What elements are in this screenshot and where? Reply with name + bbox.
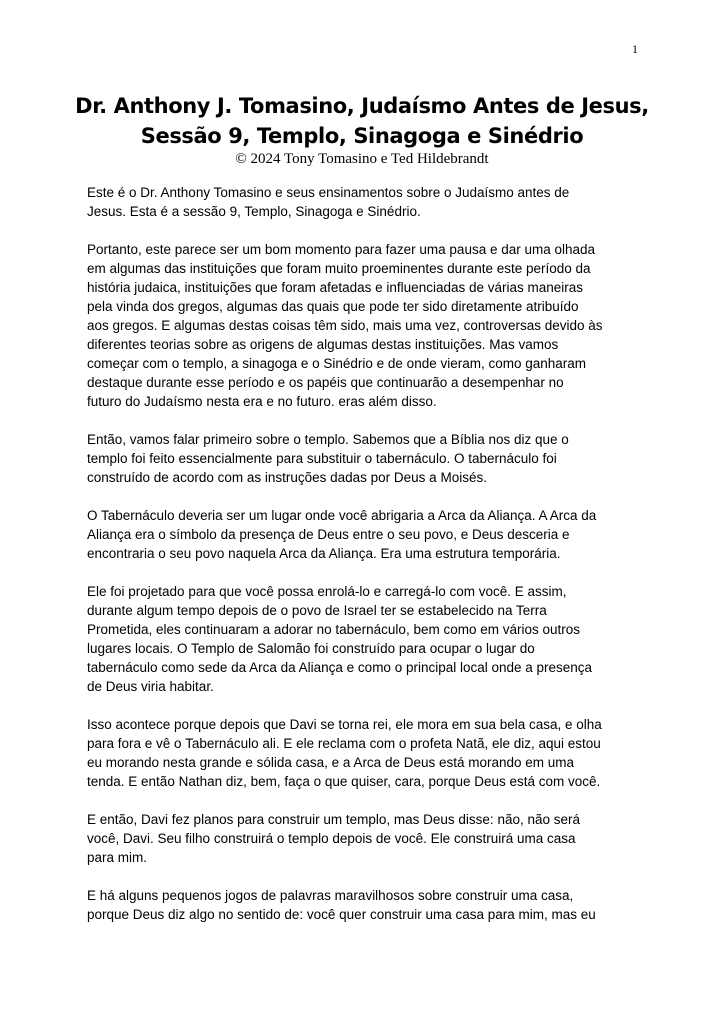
paragraph-line: tenda. E então Nathan diz, bem, faça o que quiser, cara, porque Deus está com você. (87, 774, 601, 789)
paragraph (87, 506, 647, 563)
paragraph-line: futuro do Judaísmo nesta era e no futuro. eras além disso. (87, 394, 437, 409)
copyright-notice: © 2024 Tony Tomasino e Ted Hildebrandt (235, 151, 489, 167)
paragraph-line: Jesus. Esta é a sessão 9, Templo, Sinagoga e Sinédrio. (87, 204, 421, 219)
paragraph-line: de Deus viria habitar. (87, 679, 214, 694)
paragraph-line: encontraria o seu povo naquela Arca da Aliança. Era uma estrutura temporária. (87, 546, 561, 561)
paragraph (87, 715, 647, 791)
paragraph-line: destaque durante esse período e os papéis que continuarão a desempenhar no (87, 375, 564, 390)
paragraph-line: E há alguns pequenos jogos de palavras maravilhosos sobre construir uma casa, (87, 888, 574, 903)
paragraph (87, 240, 647, 411)
paragraph (87, 430, 647, 487)
paragraph-line: para mim. (87, 850, 148, 865)
paragraph-line: você, Davi. Seu filho construirá o templo depois de você. Ele construirá uma casa (87, 831, 576, 846)
paragraph (87, 886, 647, 924)
paragraph-line: O Tabernáculo deveria ser um lugar onde você abrigaria a Arca da Aliança. A Arca da (87, 508, 597, 523)
document-body (87, 183, 647, 943)
paragraph (87, 582, 647, 696)
paragraph (87, 810, 647, 867)
paragraph-line: história judaica, instituições que foram afetadas e influenciadas de várias maneiras (87, 280, 584, 295)
document-title-line-1: Dr. Anthony J. Tomasino, Judaísmo Antes de Jesus, (75, 94, 649, 118)
paragraph-line: Portanto, este parece ser um bom momento para fazer uma pausa e dar uma olhada (87, 242, 596, 257)
paragraph-line: construído de acordo com as instruções dadas por Deus a Moisés. (87, 470, 487, 485)
paragraph-line: E então, Davi fez planos para construir um templo, mas Deus disse: não, não será (87, 812, 581, 827)
paragraph-line: começar com o templo, a sinagoga e o Sinédrio e de onde vieram, como ganharam (87, 356, 587, 371)
paragraph-line: lugares locais. O Templo de Salomão foi construído para ocupar o lugar do (87, 641, 535, 656)
paragraph-line: templo foi feito essencialmente para substituir o tabernáculo. O tabernáculo foi (87, 451, 557, 466)
document-header (60, 91, 664, 168)
paragraph-line: aos gregos. E algumas destas coisas têm sido, mais uma vez, controversas devido às (87, 318, 603, 333)
paragraph (87, 183, 647, 221)
paragraph-line: tabernáculo como sede da Arca da Aliança e como o principal local onde a presença (87, 660, 593, 675)
paragraph-line: Aliança era o símbolo da presença de Deus entre o seu povo, e Deus desceria e (87, 527, 570, 542)
page-number: 1 (632, 42, 638, 56)
paragraph-line: Então, vamos falar primeiro sobre o templo. Sabemos que a Bíblia nos diz que o (87, 432, 569, 447)
paragraph-line: Este é o Dr. Anthony Tomasino e seus ensinamentos sobre o Judaísmo antes de (87, 185, 570, 200)
paragraph-line: em algumas das instituições que foram muito proeminentes durante este período da (87, 261, 591, 276)
paragraph-line: porque Deus diz algo no sentido de: você quer construir uma casa para mim, mas eu (87, 907, 596, 922)
paragraph-line: Prometida, eles continuaram a adorar no tabernáculo, bem como em vários outros (87, 622, 581, 637)
paragraph-line: pela vinda dos gregos, algumas das quais que pode ter sido diretamente atribuído (87, 299, 579, 314)
document-title-line-2: Sessão 9, Templo, Sinagoga e Sinédrio (140, 124, 584, 148)
paragraph-line: durante algum tempo depois de o povo de Israel ter se estabelecido na Terra (87, 603, 547, 618)
paragraph-line: Ele foi projetado para que você possa enrolá-lo e carregá-lo com você. E assim, (87, 584, 567, 599)
paragraph-line: diferentes teorias sobre as origens de algumas destas instituições. Mas vamos (87, 337, 559, 352)
paragraph-line: Isso acontece porque depois que Davi se torna rei, ele mora em sua bela casa, e olha (87, 717, 602, 732)
paragraph-line: para fora e vê o Tabernáculo ali. E ele reclama com o profeta Natã, ele diz, aqui estou (87, 736, 601, 751)
paragraph-line: eu morando nesta grande e sólida casa, e a Arca de Deus está morando em uma (87, 755, 575, 770)
